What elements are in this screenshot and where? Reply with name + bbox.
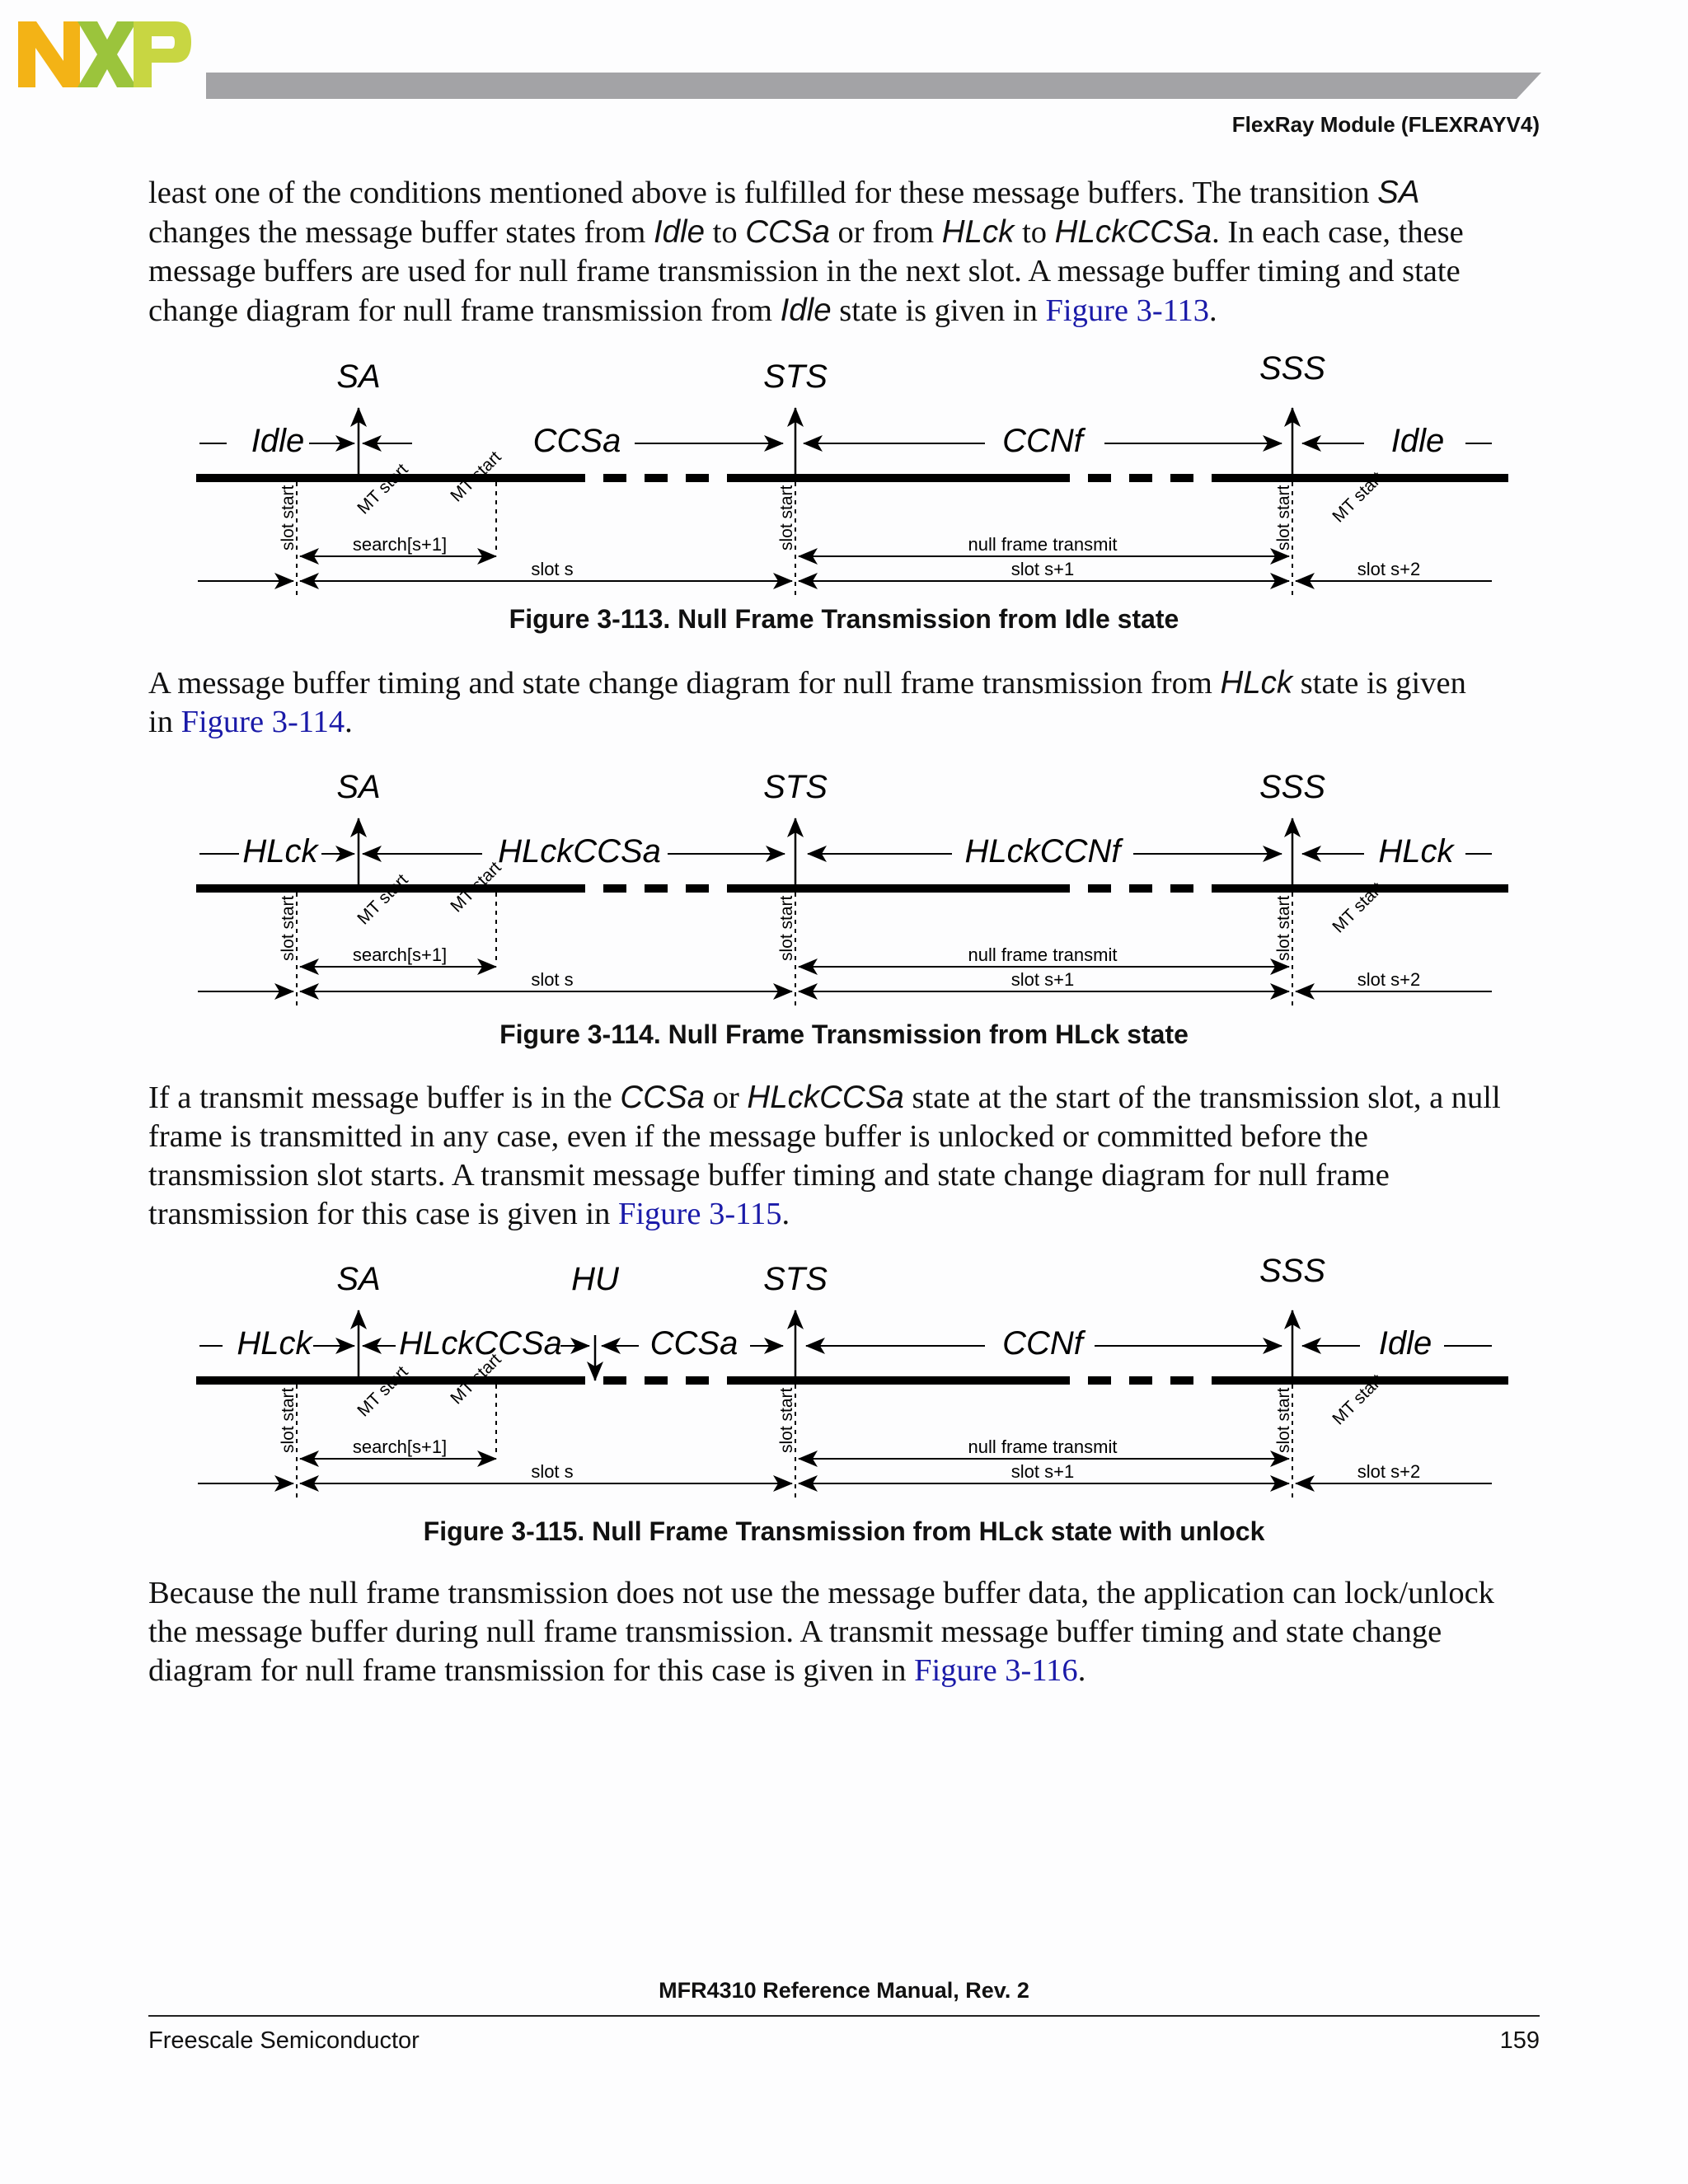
- search-label: search[s+1]: [352, 944, 448, 965]
- figure-3-114-caption: Figure 3-114. Null Frame Transmission from HLck state: [499, 1019, 1189, 1049]
- figure-3-115-caption: Figure 3-115. Null Frame Transmission from HLck state with unlock: [423, 1516, 1265, 1546]
- header-bar: [206, 73, 1541, 99]
- null-frame-label: null frame transmit: [968, 944, 1118, 965]
- transition-label-sa: SA: [336, 359, 381, 395]
- figure-link-115[interactable]: Figure 3-115: [617, 1197, 782, 1231]
- figure-link-116[interactable]: Figure 3-116: [914, 1653, 1078, 1688]
- state-label: Idle: [1378, 1325, 1432, 1361]
- slot-s-label: slot s: [531, 969, 574, 990]
- mt-start-label: MT start: [447, 858, 505, 916]
- state-label: Idle: [251, 423, 305, 459]
- mt-start-label: MT start: [354, 460, 412, 518]
- state-label: CCNf: [1002, 423, 1083, 459]
- slot-s2-label: slot s+2: [1357, 1461, 1421, 1482]
- state-label: HLck: [1378, 833, 1454, 869]
- slot-s1-label: slot s+1: [1010, 1461, 1075, 1482]
- figure-link-113[interactable]: Figure 3-113: [1045, 293, 1210, 328]
- state-label: HLckCCSa: [498, 833, 661, 869]
- state-label: CCNf: [1002, 1325, 1083, 1361]
- null-frame-label: null frame transmit: [968, 1436, 1118, 1457]
- slot-start-label: slot start: [1274, 485, 1293, 551]
- state-label: HLck: [237, 1325, 312, 1361]
- search-label: search[s+1]: [352, 1436, 448, 1457]
- mt-start-label: MT start: [1329, 1371, 1387, 1429]
- figure-3-113-diagram: [190, 354, 1508, 618]
- transition-label-sts: STS: [763, 769, 828, 805]
- slot-start-label: slot start: [279, 895, 298, 961]
- figure-3-115-diagram: [190, 1257, 1508, 1521]
- footer-company: Freescale Semiconductor: [148, 2027, 420, 2054]
- figure-link-114[interactable]: Figure 3-114: [181, 705, 345, 739]
- transition-label-sss: SSS: [1259, 769, 1326, 805]
- slot-start-label: slot start: [279, 1387, 298, 1453]
- mt-start-label: MT start: [447, 448, 505, 506]
- slot-s2-label: slot s+2: [1357, 969, 1421, 990]
- slot-start-label: slot start: [777, 895, 796, 961]
- state-label: CCSa: [649, 1325, 738, 1361]
- mt-start-label: MT start: [1329, 879, 1387, 937]
- transition-label-sts: STS: [763, 1261, 828, 1297]
- state-label: Idle: [1390, 423, 1445, 459]
- slot-s2-label: slot s+2: [1357, 559, 1421, 579]
- slot-start-label: slot start: [1274, 895, 1293, 961]
- section-title: FlexRay Module (FLEXRAYV4): [1231, 112, 1540, 137]
- figure-3-113-caption: Figure 3-113. Null Frame Transmission from Idle state: [509, 604, 1179, 634]
- transition-label-sss: SSS: [1259, 1257, 1326, 1289]
- paragraph-2: A message buffer timing and state change diagram for null frame transmission from HLck state is given in Figure 3-114.: [148, 665, 1466, 739]
- null-frame-label: null frame transmit: [968, 534, 1118, 555]
- transition-label-sss: SSS: [1259, 354, 1326, 387]
- state-label: HLck: [242, 833, 318, 869]
- paragraph-3: If a transmit message buffer is in the CCSa or HLckCCSa state at the start of the transmission slot, a null frame is transmitted in any case, even if the message buffer is unlocked or committed before the transmission slot starts. A transmit message buffer timing and state change diagram for null frame transmission for this case is given in Figure 3-115.: [148, 1080, 1501, 1231]
- slot-s-label: slot s: [531, 559, 574, 579]
- slot-start-label: slot start: [777, 1387, 796, 1453]
- slot-s-label: slot s: [531, 1461, 574, 1482]
- mt-start-label: MT start: [447, 1350, 505, 1408]
- state-label: CCSa: [532, 423, 621, 459]
- mt-start-label: MT start: [354, 1362, 412, 1421]
- slot-start-label: slot start: [279, 485, 298, 551]
- mt-start-label: MT start: [1329, 468, 1387, 527]
- mt-start-label: MT start: [354, 870, 412, 929]
- transition-label-sa: SA: [336, 1261, 381, 1297]
- slot-start-label: slot start: [1274, 1387, 1293, 1453]
- paragraph-4: Because the null frame transmission does not use the message buffer data, the application can lock/unlock the message buffer during null frame transmission. A transmit message buffer timing and state change diagram for null frame transmission for this case is given in Figure 3-116.: [148, 1576, 1494, 1688]
- transition-label-hu: HU: [571, 1261, 619, 1297]
- page-number: 159: [1499, 2027, 1540, 2054]
- transition-label-sts: STS: [763, 359, 828, 395]
- state-label: HLckCCNf: [964, 833, 1121, 869]
- footer-divider: [148, 2015, 1540, 2017]
- search-label: search[s+1]: [352, 534, 448, 555]
- footer-manual-title: MFR4310 Reference Manual, Rev. 2: [659, 1978, 1029, 2003]
- slot-s1-label: slot s+1: [1010, 559, 1075, 579]
- transition-label-sa: SA: [336, 769, 381, 805]
- nxp-logo: [18, 21, 191, 87]
- figure-3-114-diagram: [190, 765, 1508, 1029]
- paragraph-1: least one of the conditions mentioned above is fulfilled for these message buffers. The transition SA changes the message buffer states from Idle to CCSa or from HLck to HLckCCSa. In each case, these message buffers are used for null frame transmission in the next slot. A message buffer timing and state change diagram for null frame transmission from Idle state is given in Figure 3-113.: [148, 175, 1464, 328]
- slot-start-label: slot start: [777, 485, 796, 551]
- slot-s1-label: slot s+1: [1010, 969, 1075, 990]
- state-label: HLckCCSa: [399, 1325, 562, 1361]
